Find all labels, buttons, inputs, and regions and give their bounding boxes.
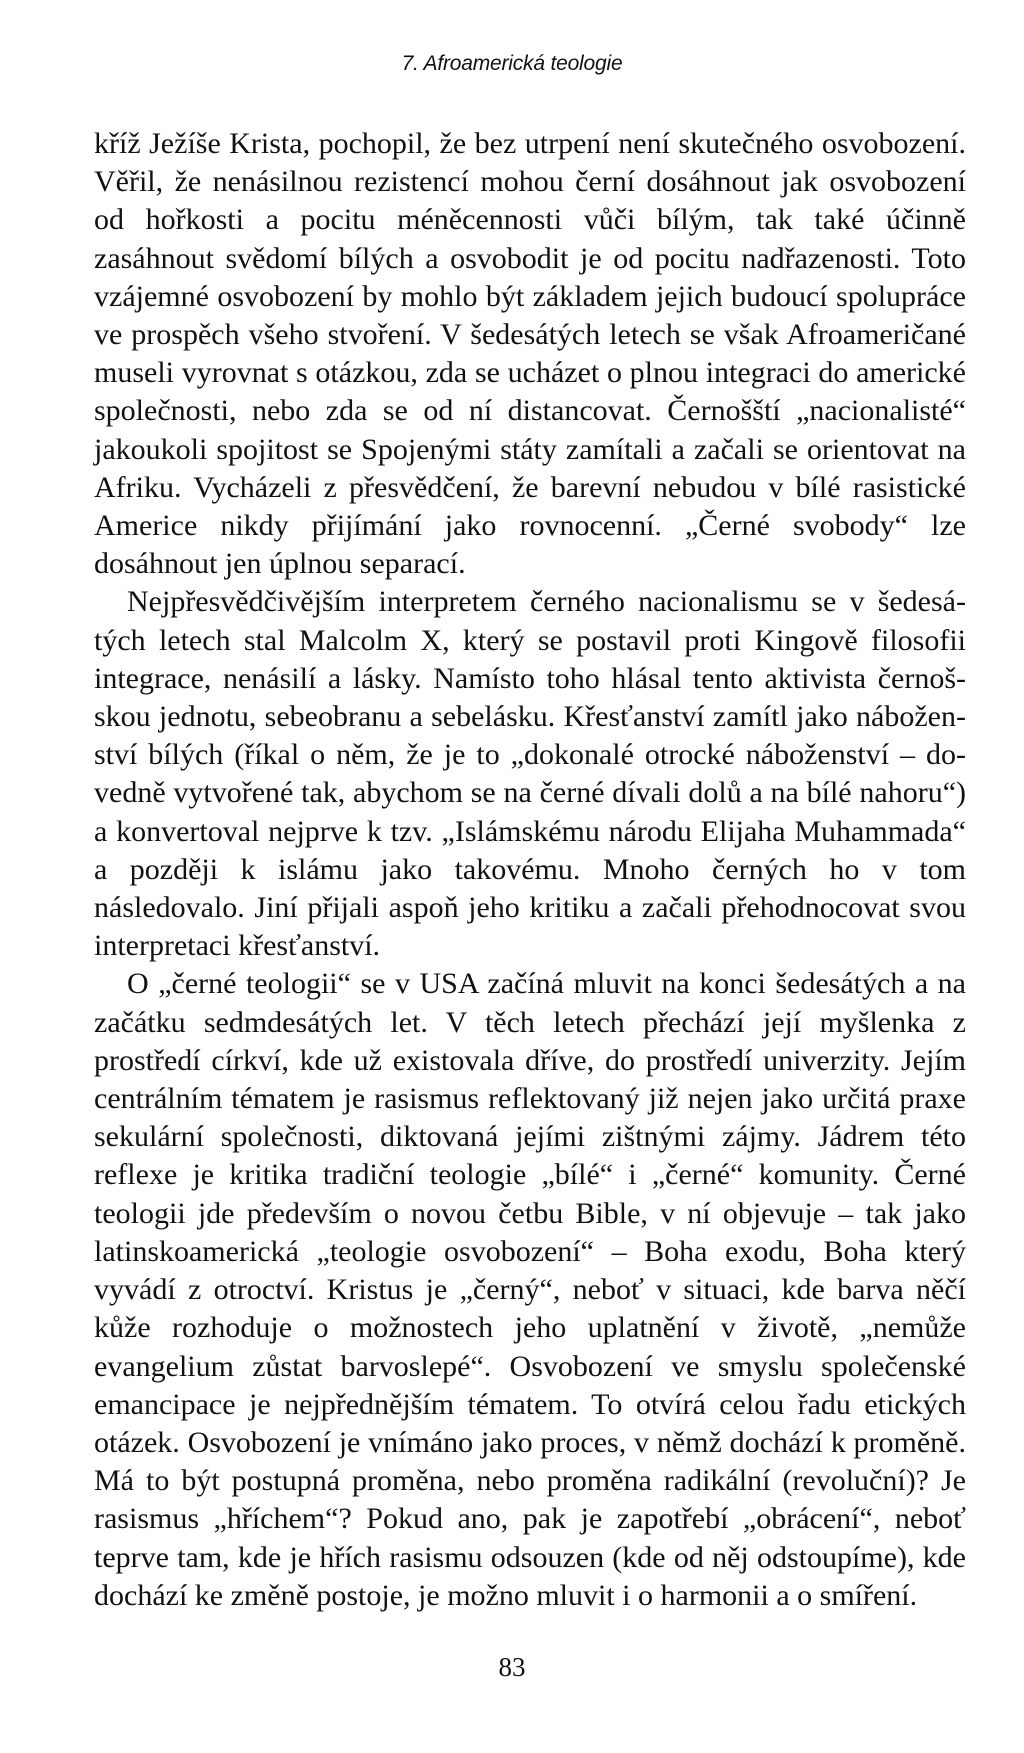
running-header: 7. Afroamerická teologie (401, 52, 623, 75)
page-number: 83 (498, 1652, 526, 1682)
paragraph-1: kříž Ježíše Krista, pochopil, že bez utrpení není skutečného osvobození. Věřil, že nenásilnou rezistencí mohou černí dosáhnout jak osvobození od hořkosti a pocitu méněcennosti vůči bílým, tak také účinně zasáhnout svědomí bílých a osvobodit je od pocitu nadřazenosti. Toto vzájemné osvobození by mohlo být základem jejich budoucí spolupráce ve prospěch všeho stvoření. V šedesátých letech se však Afroameričané museli vyrovnat s otázkou, zda se ucházet o plnou integraci do americké společnosti, nebo zda se od ní distancovat. Černošští „nacionalisté“ jakoukoli spojitost se Spojenými státy zamítali a začali se orientovat na Afriku. Vycházeli z přesvědčení, že barevní nebudou v bílé rasistické Americe nikdy přijímání jako rovnocenní. „Černé svobody“ lze dosáhnout jen úplnou separací. (94, 127, 966, 581)
paragraph-3: O „černé teologii“ se v USA začíná mluvit na konci šedesátých a na začátku sedmdesátých let. V těch letech přechází její myšlenka z prostředí církví, kde už existovala dříve, do prostředí univerzity. Jejím centrálním tématem je rasismus reflektovaný již nejen jako určitá praxe sekulární společnosti, diktovaná jejími zištnými zájmy. Jádrem této reflexe je kritika tradiční teologie „bílé“ i „černé“ komunity. Černé teologii jde především o novou četbu Bible, v ní objevuje – tak jako latinskoamerická „teologie osvobození“ – Boha exodu, Boha který vyvádí z otroctví. Kristus je „černý“, neboť v situaci, kde barva něčí kůže rozhoduje o možnostech jeho uplatnění v životě, „nemůže evangelium zůstat barvoslepé“. Osvobození ve smyslu společenské emancipace je nejpřednějším tématem. To otvírá celou řadu etických otázek. Osvobození je vnímáno jako proces, v němž dochází k proměně. Má to být postupná proměna, nebo proměna radikální (revoluční)? Je rasismus „hříchem“? Pokud ano, pak je zapotřebí „obrácení“, neboť teprve tam, kde je hřích rasismu odsouzen (kde od něj odstoupíme), kde dochází ke změně postoje, je možno mluvit i o harmonii a o smíření. (94, 967, 966, 1612)
body-text (94, 125, 966, 1615)
paragraph-2: Nejpřesvědčivějším interpretem černého nacionalismu se v šedesátých letech stal Malcolm X, který se postavil proti Kingově filosofii integrace, nenásilí a lásky. Namísto toho hlásal tento aktivista černošskou jednotu, sebeobranu a sebelásku. Křesťanství zamítl jako náboženství bílých (říkal o něm, že je to „dokonalé otrocké náboženství – dovedně vytvořené tak, abychom se na černé dívali dolů a na bílé nahoru“) a konvertoval nejprve k tzv. „Islámskému národu Elijaha Muhammada“ a později k islámu jako takovému. Mnoho černých ho v tom následovalo. Jiní přijali aspoň jeho kritiku a začali přehodnocovat svou interpretaci křesťanství. (94, 585, 966, 963)
